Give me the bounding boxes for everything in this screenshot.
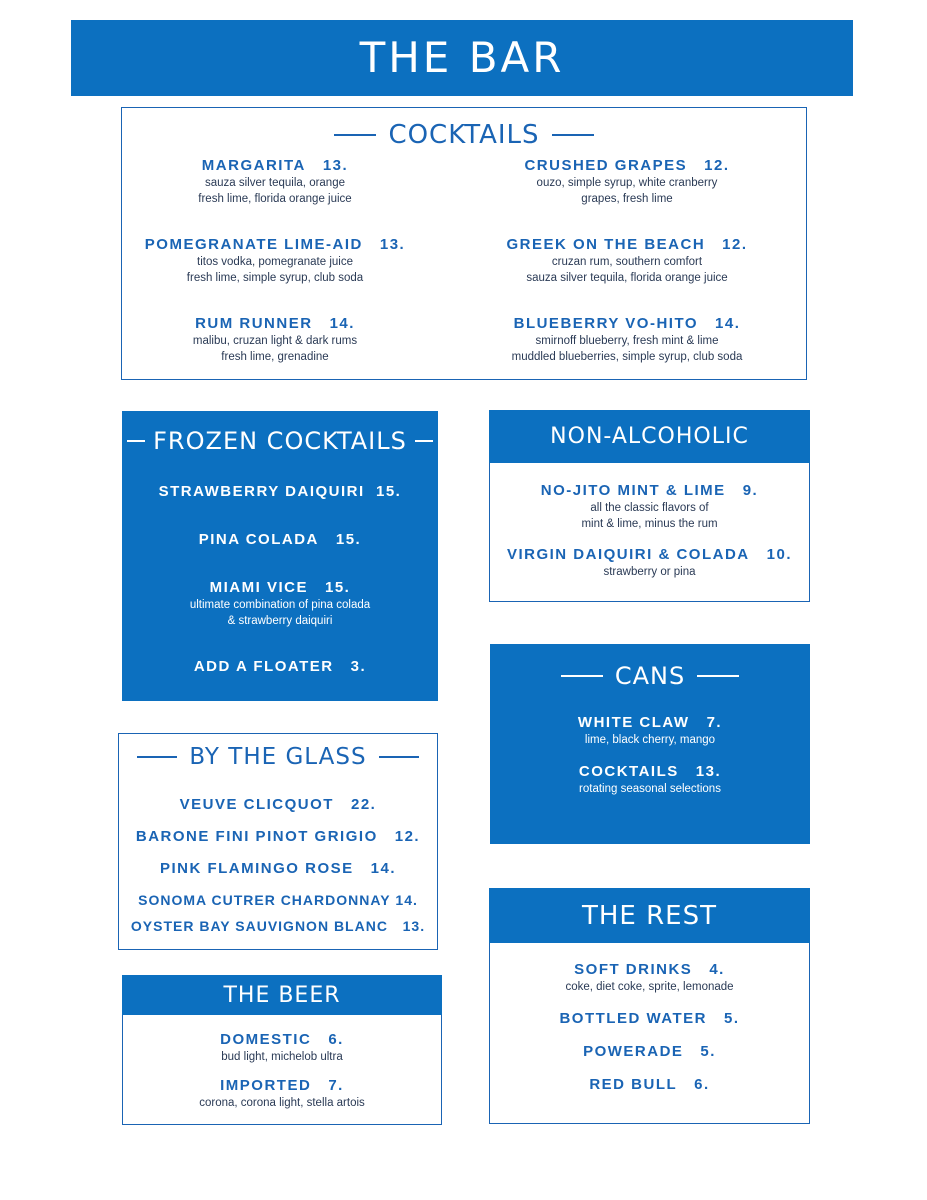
cans-heading-text: CANS <box>614 662 686 690</box>
item-name-line: CRUSHED GRAPES 12. <box>524 157 730 174</box>
frozen-heading <box>122 427 438 455</box>
menu-item-margarita <box>122 156 428 207</box>
item-name-line: VIRGIN DAIQUIRI & COLADA 10. <box>506 546 793 563</box>
item-name-line: POWERADE 5. <box>583 1043 716 1060</box>
heading-rule <box>127 440 145 442</box>
the-beer-heading-text: THE BEER <box>223 982 341 1008</box>
menu-item-add-a-floater <box>122 657 438 676</box>
heading-rule <box>379 756 419 758</box>
the-rest-section <box>489 888 810 1124</box>
menu-item-crushed-grapes <box>462 156 792 207</box>
cans-section <box>490 644 810 844</box>
item-name-line: RED BULL 6. <box>589 1076 710 1093</box>
item-desc: rotating seasonal selections <box>579 783 721 795</box>
item-name-line: BARONE FINI PINOT GRIGIO 12. <box>135 828 421 845</box>
wine-item <box>119 891 437 910</box>
wine-item <box>119 859 437 878</box>
menu-item-rum-runner <box>122 314 428 365</box>
menu-item-domestic <box>123 1030 441 1065</box>
item-desc: fresh lime, grenadine <box>221 351 329 363</box>
item-desc: ultimate combination of pina colada <box>189 599 371 611</box>
item-name-line: RUM RUNNER 14. <box>195 315 355 332</box>
menu-item-pomegranate-lime-aid <box>122 235 428 286</box>
item-desc: grapes, fresh lime <box>581 193 673 205</box>
menu-item-white-claw <box>490 713 810 748</box>
item-name-line: OYSTER BAY SAUVIGNON BLANC 13. <box>130 918 426 934</box>
item-desc: coke, diet coke, sprite, lemonade <box>565 981 734 993</box>
item-name-line: SONOMA CUTRER CHARDONNAY 14. <box>138 892 418 908</box>
by-the-glass-heading <box>119 744 437 770</box>
item-name-line: BOTTLED WATER 5. <box>559 1010 740 1027</box>
menu-item-cocktails-can <box>490 762 810 797</box>
frozen-heading-text: FROZEN COCKTAILS <box>153 427 407 455</box>
the-beer-section <box>122 975 442 1125</box>
menu-item-virgin-daiquiri-colada <box>490 545 809 580</box>
item-desc: fresh lime, florida orange juice <box>198 193 352 205</box>
item-desc: muddled blueberries, simple syrup, club soda <box>511 351 743 363</box>
item-desc: lime, black cherry, mango <box>584 734 716 746</box>
cocktails-section <box>121 107 807 380</box>
menu-item-miami-vice <box>122 578 438 629</box>
by-the-glass-section <box>118 733 438 950</box>
item-desc: corona, corona light, stella artois <box>199 1097 365 1109</box>
item-desc: sauza silver tequila, orange <box>205 177 345 189</box>
item-name-line: NO-JITO MINT & LIME 9. <box>540 482 759 499</box>
item-desc: mint & lime, minus the rum <box>581 518 718 530</box>
menu-item-bottled-water <box>490 1009 809 1028</box>
item-name-line: PINA COLADA 15. <box>198 531 362 548</box>
cocktails-heading-text: COCKTAILS <box>388 120 540 150</box>
frozen-cocktails-section <box>122 411 438 701</box>
wine-item <box>119 795 437 814</box>
title-banner <box>71 20 853 96</box>
item-desc: strawberry or pina <box>603 566 696 578</box>
item-name-line: IMPORTED 7. <box>220 1077 344 1094</box>
wine-item <box>119 827 437 846</box>
item-name-line: STRAWBERRY DAIQUIRI 15. <box>158 483 402 500</box>
heading-rule <box>415 440 433 442</box>
item-name-line: BLUEBERRY VO-HITO 14. <box>513 315 741 332</box>
the-rest-heading-text: THE REST <box>581 900 717 931</box>
item-name-line: PINK FLAMINGO ROSE 14. <box>159 860 397 877</box>
menu-item-soft-drinks <box>490 960 809 995</box>
menu-item-imported <box>123 1076 441 1111</box>
heading-rule <box>552 134 594 136</box>
page-title: THE BAR <box>359 33 565 82</box>
item-desc: malibu, cruzan light & dark rums <box>192 335 358 347</box>
wine-item <box>119 917 437 936</box>
item-desc: sauza silver tequila, florida orange juice <box>526 272 728 284</box>
cans-heading <box>490 662 810 690</box>
item-desc: smirnoff blueberry, fresh mint & lime <box>535 335 719 347</box>
menu-item-greek-on-the-beach <box>462 235 792 286</box>
menu-item-pina-colada <box>122 530 438 549</box>
by-the-glass-heading-text: BY THE GLASS <box>189 744 367 770</box>
heading-rule <box>137 756 177 758</box>
item-desc: cruzan rum, southern comfort <box>551 256 703 268</box>
menu-item-no-jito <box>490 481 809 532</box>
item-name-line: COCKTAILS 13. <box>578 763 722 780</box>
non-alcoholic-header <box>489 410 810 463</box>
item-desc: bud light, michelob ultra <box>221 1051 343 1063</box>
menu-item-blueberry-vo-hito <box>462 314 792 365</box>
menu-item-strawberry-daiquiri <box>122 482 438 501</box>
the-rest-header <box>489 888 810 943</box>
non-alcoholic-heading-text: NON-ALCOHOLIC <box>550 424 749 449</box>
heading-rule <box>561 675 603 677</box>
cocktails-heading <box>122 120 806 150</box>
item-name-line: POMEGRANATE LIME-AID 13. <box>144 236 406 253</box>
item-name-line: MIAMI VICE 15. <box>209 579 351 596</box>
the-beer-header <box>122 975 442 1015</box>
item-desc: fresh lime, simple syrup, club soda <box>186 272 364 284</box>
item-name-line: MARGARITA 13. <box>201 157 349 174</box>
item-name-line: DOMESTIC 6. <box>220 1031 344 1048</box>
item-desc: ouzo, simple syrup, white cranberry <box>536 177 718 189</box>
item-name-line: GREEK ON THE BEACH 12. <box>506 236 748 253</box>
item-name-line: ADD A FLOATER 3. <box>193 658 367 675</box>
menu-item-red-bull <box>490 1075 809 1094</box>
item-desc: titos vodka, pomegranate juice <box>197 256 353 268</box>
item-name-line: SOFT DRINKS 4. <box>574 961 725 978</box>
heading-rule <box>334 134 376 136</box>
non-alcoholic-section <box>489 410 810 602</box>
item-desc: & strawberry daiquiri <box>227 615 333 627</box>
item-desc: all the classic flavors of <box>590 502 709 514</box>
item-name-line: WHITE CLAW 7. <box>577 714 723 731</box>
heading-rule <box>697 675 739 677</box>
menu-item-powerade <box>490 1042 809 1061</box>
item-name-line: VEUVE CLICQUOT 22. <box>179 796 377 813</box>
